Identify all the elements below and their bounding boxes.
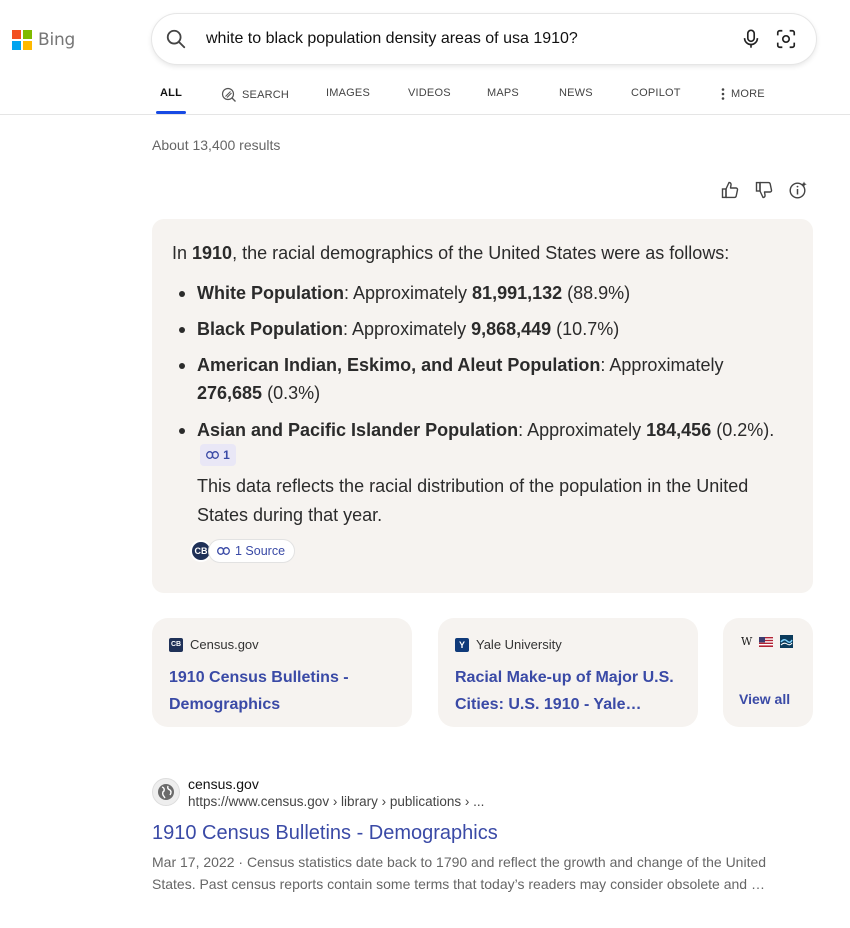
citation-number: 1	[223, 448, 230, 462]
tab-label: COPILOT	[631, 87, 681, 99]
globe-icon	[152, 778, 180, 806]
wave-icon	[780, 635, 793, 648]
citation-badge[interactable]	[200, 444, 236, 466]
card-title[interactable]: 1910 Census Bulletins - Demographics	[169, 669, 349, 713]
tab-images[interactable]	[326, 87, 370, 99]
tab-videos[interactable]	[408, 87, 451, 99]
flag-icon	[759, 637, 773, 647]
tab-search[interactable]	[221, 87, 289, 103]
card-title[interactable]: Racial Make-up of Major U.S. Cities: U.S. 1910 - Yale…	[455, 669, 674, 713]
link-icon	[217, 547, 230, 555]
wikipedia-favicon-icon: W	[741, 635, 753, 648]
list-item: Black Population: Approximately 9,868,449 (10.7%)	[172, 315, 792, 343]
view-all-link[interactable]: View all	[739, 691, 791, 707]
census-bureau-favicon-icon: CB	[190, 540, 212, 562]
card-site-name: Yale University	[476, 637, 562, 652]
tab-label: IMAGES	[326, 87, 370, 99]
tab-label: MAPS	[487, 87, 519, 99]
result-title-link[interactable]: 1910 Census Bulletins - Demographics	[152, 822, 498, 844]
view-all-card[interactable]	[723, 618, 813, 727]
answer-closing: This data reflects the racial distribution of the population in the United States during that year.	[197, 476, 749, 525]
census-bureau-favicon-icon: CB	[169, 638, 183, 652]
tab-label: MORE	[731, 88, 765, 100]
bing-logo[interactable]	[12, 30, 75, 50]
thumbs-up-icon[interactable]	[720, 180, 740, 200]
card-site	[169, 637, 259, 652]
card-site-name: Census.gov	[190, 637, 259, 652]
result-url[interactable]: https://www.census.gov › library › publications › ...	[188, 794, 485, 809]
tab-copilot[interactable]	[631, 87, 681, 99]
search-box[interactable]	[152, 14, 816, 64]
microphone-icon[interactable]	[740, 28, 762, 50]
sources-row[interactable]	[190, 539, 295, 563]
tab-news[interactable]	[559, 87, 593, 99]
list-item: White Population: Approximately 81,991,132 (88.9%)	[172, 279, 792, 307]
link-icon	[206, 451, 219, 459]
tab-label: VIDEOS	[408, 87, 451, 99]
active-tab-indicator	[156, 111, 186, 114]
tab-label: SEARCH	[242, 89, 290, 101]
answer-feedback	[720, 180, 808, 200]
source-card-yale[interactable]	[438, 618, 698, 727]
thumbs-down-icon[interactable]	[754, 180, 774, 200]
tab-more[interactable]	[720, 87, 765, 101]
yale-favicon-icon: Y	[455, 638, 469, 652]
list-item: American Indian, Eskimo, and Aleut Population: Approximately 276,685 (0.3%)	[172, 351, 792, 407]
copilot-search-icon	[221, 87, 237, 103]
tab-label: ALL	[160, 87, 182, 99]
result-site-name[interactable]: census.gov	[188, 776, 259, 792]
tab-label: NEWS	[559, 87, 593, 99]
tab-all[interactable]	[160, 87, 182, 99]
sources-button[interactable]	[208, 539, 295, 563]
vertical-dots-icon	[720, 87, 726, 101]
copilot-answer-card	[152, 219, 813, 593]
card-site	[455, 637, 562, 652]
result-snippet: Mar 17, 2022 · Census statistics date back to 1790 and reflect the growth and change of the United States. Past census reports contain some terms that today’s readers may consider obsolete and …	[152, 854, 767, 892]
more-sources-favicons	[741, 635, 793, 648]
source-card-census[interactable]	[152, 618, 412, 727]
microsoft-logo-icon	[12, 30, 32, 50]
demographics-list	[172, 279, 792, 444]
tab-maps[interactable]	[487, 87, 519, 99]
search-input[interactable]	[206, 28, 766, 50]
scope-tabs	[0, 80, 850, 115]
sources-label: 1 Source	[235, 544, 286, 558]
brand-name: Bing	[38, 30, 76, 50]
results-count: About 13,400 results	[152, 137, 281, 153]
search-icon[interactable]	[165, 28, 187, 50]
visual-search-icon[interactable]	[775, 28, 797, 50]
answer-intro: In 1910, the racial demographics of the United States were as follows:	[172, 243, 730, 263]
list-item: Asian and Pacific Islander Population: Approximately 184,456 (0.2%).	[172, 416, 792, 444]
info-sparkle-icon[interactable]	[788, 180, 808, 200]
